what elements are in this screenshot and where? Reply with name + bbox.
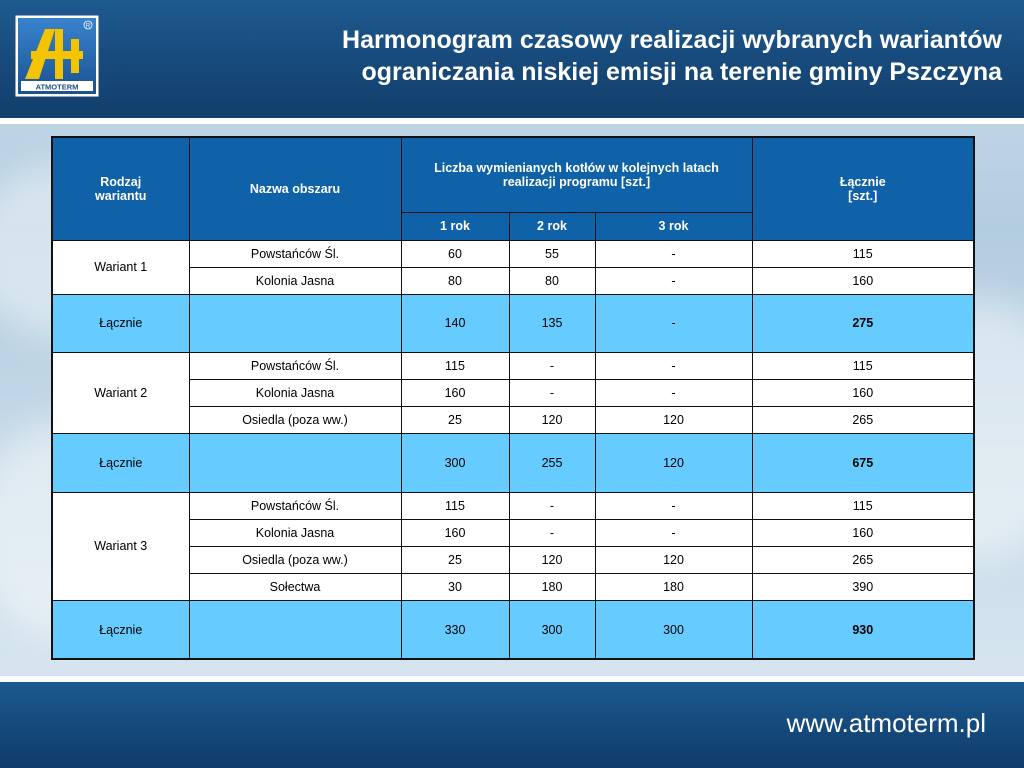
area-cell: Powstańców Śl. [189, 353, 401, 380]
year1-cell: 80 [401, 267, 509, 294]
year3-cell: - [595, 267, 752, 294]
summary-year3-cell: 300 [595, 601, 752, 659]
summary-total-cell: 930 [752, 601, 974, 659]
summary-row [52, 434, 974, 492]
variant-name: Wariant 1 [52, 240, 189, 294]
table-row [52, 240, 974, 267]
summary-area-cell [189, 294, 401, 352]
header-variant: Rodzaj wariantu [52, 137, 189, 240]
summary-year3-cell: 120 [595, 434, 752, 492]
year1-cell: 60 [401, 240, 509, 267]
year2-cell: 180 [509, 574, 595, 601]
area-cell: Osiedla (poza ww.) [189, 546, 401, 573]
year1-cell: 25 [401, 546, 509, 573]
total-cell: 265 [752, 546, 974, 573]
year1-cell: 30 [401, 574, 509, 601]
year2-cell: 55 [509, 240, 595, 267]
year1-cell: 115 [401, 353, 509, 380]
summary-row [52, 294, 974, 352]
table-row [52, 492, 974, 519]
year1-cell: 115 [401, 492, 509, 519]
total-cell: 160 [752, 267, 974, 294]
summary-year2-cell: 135 [509, 294, 595, 352]
total-cell: 160 [752, 519, 974, 546]
table-row [52, 407, 974, 434]
total-cell: 265 [752, 407, 974, 434]
area-cell: Powstańców Śl. [189, 492, 401, 519]
year2-cell: 120 [509, 407, 595, 434]
summary-year1-cell: 140 [401, 294, 509, 352]
table-row [52, 380, 974, 407]
year3-cell: 180 [595, 574, 752, 601]
year2-cell: 80 [509, 267, 595, 294]
year1-cell: 160 [401, 519, 509, 546]
summary-label: Łącznie [52, 294, 189, 352]
summary-year1-cell: 300 [401, 434, 509, 492]
header-years-group: Liczba wymienianych kotłów w kolejnych latach realizacji programu [szt.] [401, 137, 752, 212]
website-url: www.atmoterm.pl [786, 708, 986, 738]
summary-year1-cell: 330 [401, 601, 509, 659]
year2-cell: - [509, 519, 595, 546]
year3-cell: - [595, 380, 752, 407]
year3-cell: - [595, 353, 752, 380]
year1-cell: 160 [401, 380, 509, 407]
table-row [52, 574, 974, 601]
total-cell: 115 [752, 492, 974, 519]
summary-label: Łącznie [52, 434, 189, 492]
year3-cell: - [595, 519, 752, 546]
year3-cell: - [595, 240, 752, 267]
schedule-table [51, 136, 975, 660]
area-cell: Kolonia Jasna [189, 380, 401, 407]
summary-area-cell [189, 434, 401, 492]
area-cell: Osiedla (poza ww.) [189, 407, 401, 434]
header-divider [0, 118, 1024, 124]
area-cell: Sołectwa [189, 574, 401, 601]
area-cell: Powstańców Śl. [189, 240, 401, 267]
year2-cell: - [509, 492, 595, 519]
title-line-1: Harmonogram czasowy realizacji wybranych wariantów [342, 26, 1002, 54]
area-cell: Kolonia Jasna [189, 267, 401, 294]
svg-text:ATMOTERM: ATMOTERM [35, 82, 79, 92]
summary-year3-cell: - [595, 294, 752, 352]
summary-total-cell: 675 [752, 434, 974, 492]
area-cell: Kolonia Jasna [189, 519, 401, 546]
header-year-2: 2 rok [509, 212, 595, 240]
year3-cell: - [595, 492, 752, 519]
year3-cell: 120 [595, 407, 752, 434]
year2-cell: - [509, 380, 595, 407]
year3-cell: 120 [595, 546, 752, 573]
header-total: Łącznie [szt.] [752, 137, 974, 240]
schedule-table-container [51, 136, 975, 660]
svg-text:R: R [85, 23, 91, 30]
summary-total-cell: 275 [752, 294, 974, 352]
total-cell: 160 [752, 380, 974, 407]
variant-name: Wariant 3 [52, 492, 189, 601]
header-year-3: 3 rok [595, 212, 752, 240]
atmoterm-logo [15, 15, 99, 97]
summary-area-cell [189, 601, 401, 659]
header-area: Nazwa obszaru [189, 137, 401, 240]
total-cell: 390 [752, 574, 974, 601]
total-cell: 115 [752, 240, 974, 267]
summary-label: Łącznie [52, 601, 189, 659]
variant-name: Wariant 2 [52, 353, 189, 434]
table-row [52, 267, 974, 294]
year2-cell: 120 [509, 546, 595, 573]
year1-cell: 25 [401, 407, 509, 434]
page-title [182, 24, 1002, 88]
total-cell: 115 [752, 353, 974, 380]
table-row [52, 546, 974, 573]
summary-row [52, 601, 974, 659]
table-row [52, 353, 974, 380]
summary-year2-cell: 300 [509, 601, 595, 659]
summary-year2-cell: 255 [509, 434, 595, 492]
header-year-1: 1 rok [401, 212, 509, 240]
title-line-2: ograniczania niskiej emisji na terenie gminy Pszczyna [361, 58, 1002, 86]
year2-cell: - [509, 353, 595, 380]
table-row [52, 519, 974, 546]
